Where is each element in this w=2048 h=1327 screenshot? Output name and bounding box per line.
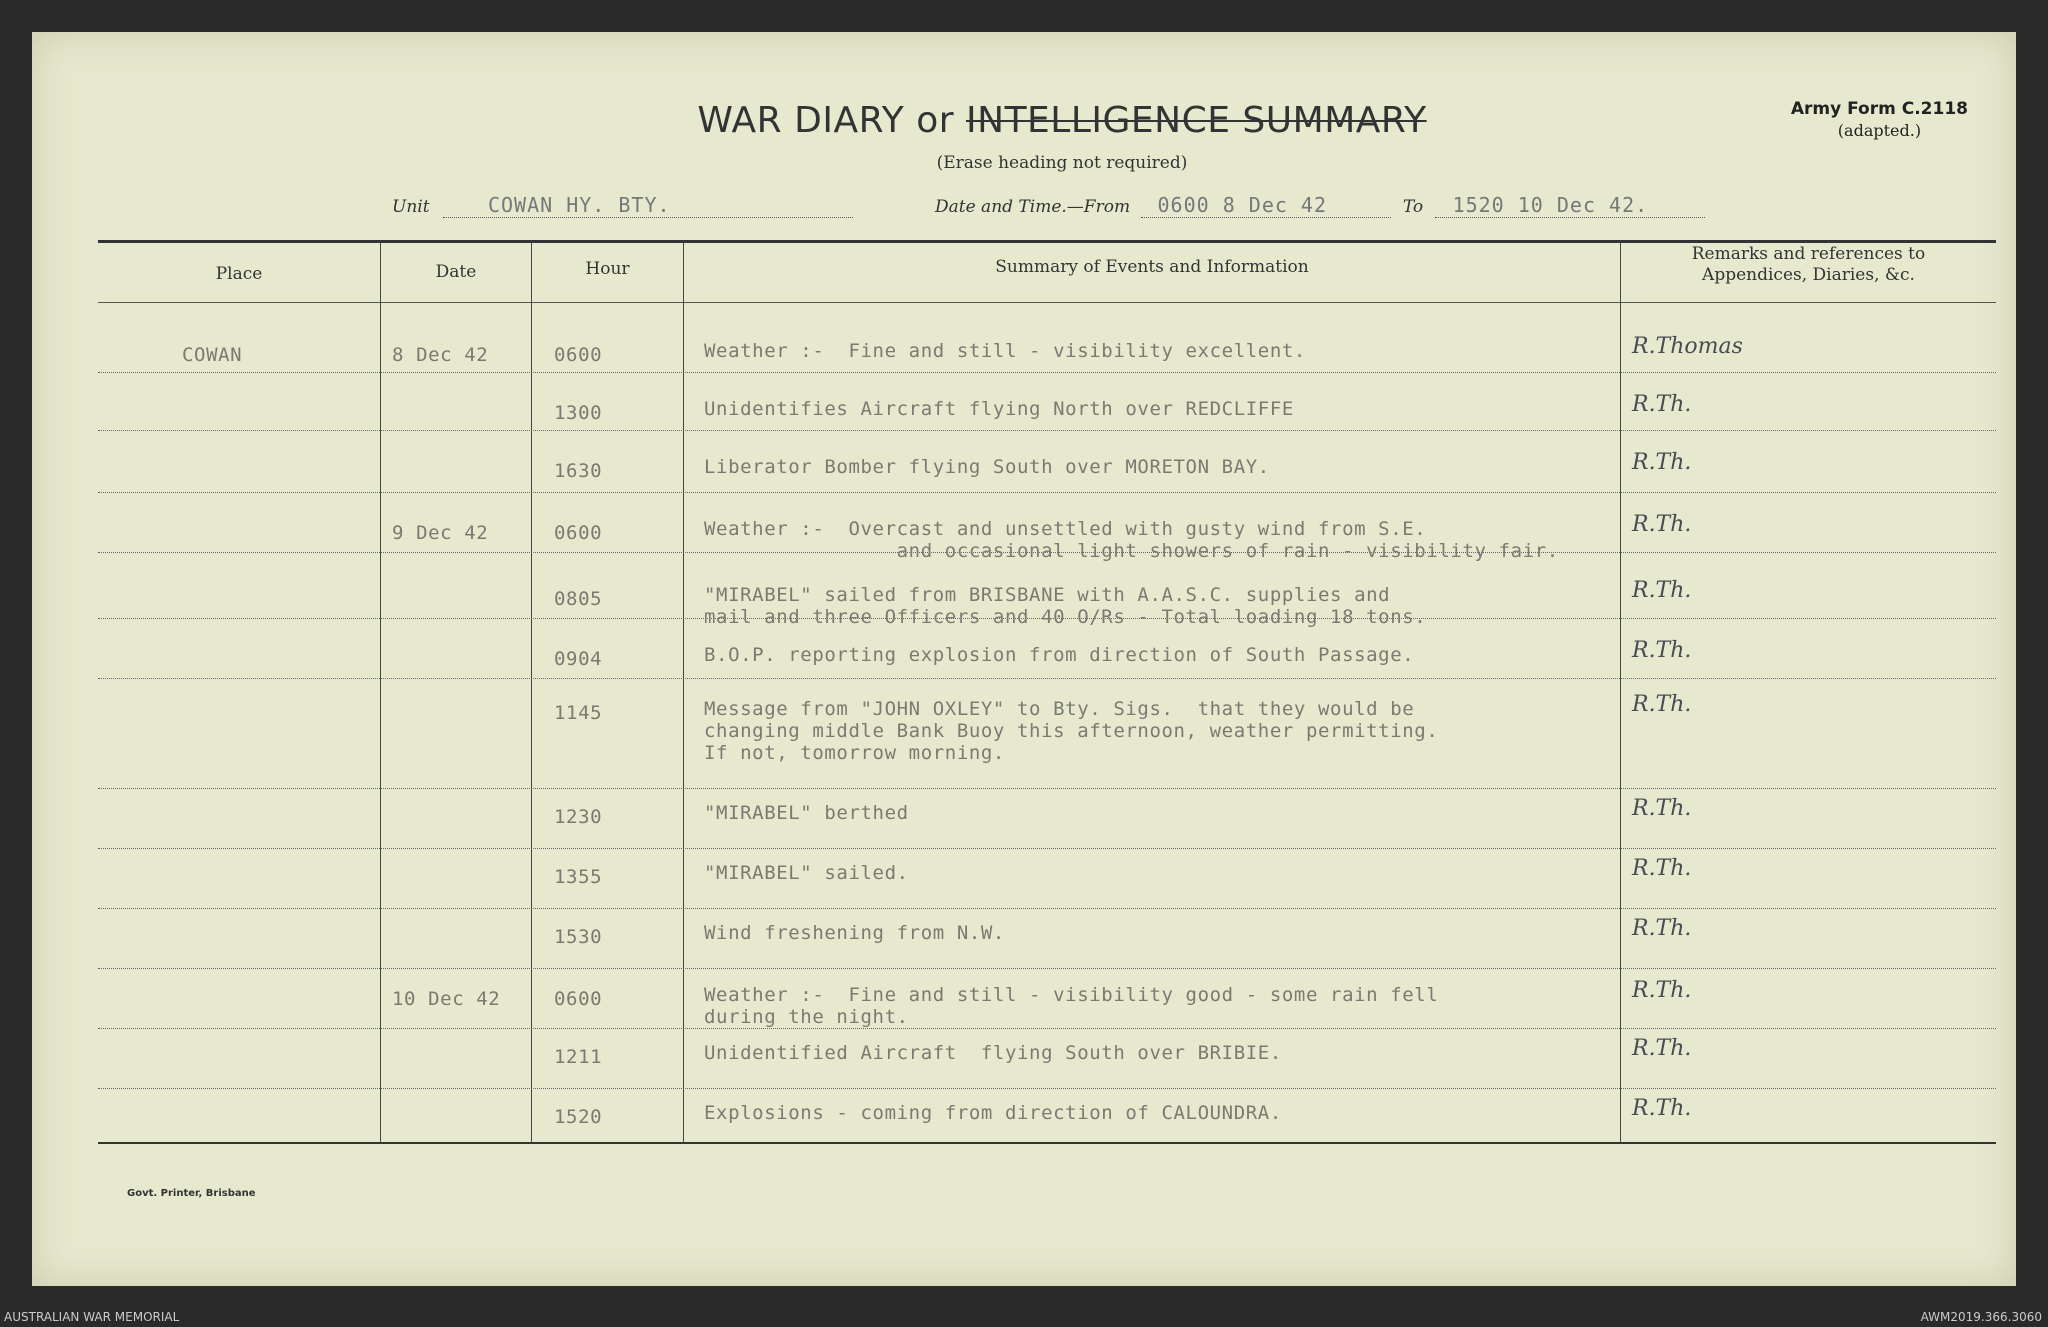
to-field — [1435, 193, 1705, 218]
row-rule — [98, 1088, 1996, 1089]
unit-value: COWAN HY. BTY. — [487, 193, 671, 217]
entry-summary-line: during the night. — [704, 1006, 909, 1028]
entry-hour: 1630 — [554, 460, 603, 482]
divider-summary-remarks — [1620, 242, 1621, 1143]
col-header-hour: Hour — [585, 259, 630, 279]
entry-initials: R.Th. — [1632, 392, 1692, 417]
entry-hour: 1145 — [554, 702, 603, 724]
entry-initials: R.Th. — [1632, 578, 1692, 603]
entry-summary-line: changing middle Bank Buoy this afternoon, weather permitting. — [704, 720, 1439, 742]
entry-hour: 1355 — [554, 866, 603, 888]
entry-place: COWAN — [182, 344, 243, 366]
row-rule — [98, 372, 1996, 373]
col-header-summary: Summary of Events and Information — [995, 257, 1309, 277]
entry-hour: 0600 — [554, 522, 603, 544]
remarks-header-line1: Remarks and references to — [1691, 244, 1926, 264]
unit-field — [443, 193, 853, 218]
title-struck-intelligence: INTELLIGENCE SUMMARY — [966, 100, 1427, 141]
divider-place-date — [380, 242, 381, 1143]
entry-hour: 0805 — [554, 588, 603, 610]
entry-date: 9 Dec 42 — [392, 522, 489, 544]
unit-label: Unit — [392, 197, 430, 217]
title-war-diary: WAR DIARY or — [697, 100, 955, 141]
entry-initials: R.Thomas — [1632, 334, 1743, 359]
date-time-line — [935, 193, 1705, 218]
table-bottom-rule — [98, 1142, 1996, 1144]
entry-initials: R.Th. — [1632, 512, 1692, 537]
row-rule — [98, 430, 1996, 431]
entry-initials: R.Th. — [1632, 1036, 1692, 1061]
entry-summary-line: Unidentifies Aircraft flying North over REDCLIFFE — [704, 398, 1294, 420]
col-header-date: Date — [435, 262, 477, 282]
entry-hour: 1211 — [554, 1046, 603, 1068]
diary-page — [32, 32, 2016, 1286]
entry-initials: R.Th. — [1632, 638, 1692, 663]
entry-hour: 0904 — [554, 648, 603, 670]
footer-right: AWM2019.366.3060 — [1920, 1310, 2042, 1324]
entry-hour: 1530 — [554, 926, 603, 948]
entry-summary-line: Liberator Bomber flying South over MORETON BAY. — [704, 456, 1270, 478]
divider-hour-summary — [683, 242, 684, 1143]
row-rule — [98, 678, 1996, 679]
entry-hour: 0600 — [554, 988, 603, 1010]
col-header-remarks — [1621, 244, 1996, 286]
entry-summary-line: "MIRABEL" berthed — [704, 802, 909, 824]
page-subtitle: (Erase heading not required) — [936, 153, 1188, 173]
entry-summary-line: Weather :- Fine and still - visibility excellent. — [704, 340, 1306, 362]
footer-left: AUSTRALIAN WAR MEMORIAL — [4, 1310, 180, 1324]
entry-summary-line: "MIRABEL" sailed from BRISBANE with A.A.S.C. supplies and — [704, 584, 1391, 606]
date-time-label: Date and Time.—From — [935, 197, 1131, 217]
to-label: To — [1402, 197, 1424, 217]
table-top-rule — [98, 240, 1996, 243]
entry-hour: 0600 — [554, 344, 603, 366]
entry-summary-line: Message from "JOHN OXLEY" to Bty. Sigs. that they would be — [704, 698, 1415, 720]
row-rule — [98, 1028, 1996, 1029]
from-value: 0600 8 Dec 42 — [1157, 193, 1328, 217]
col-header-place: Place — [215, 264, 263, 284]
to-value: 1520 10 Dec 42. — [1452, 193, 1649, 217]
entry-summary-line: and occasional light showers of rain - visibility fair. — [704, 540, 1559, 562]
entry-summary-line: Wind freshening from N.W. — [704, 922, 1005, 944]
army-form-adapted: (adapted.) — [1837, 121, 1922, 140]
row-rule — [98, 492, 1996, 493]
printer-credit: Govt. Printer, Brisbane — [127, 1188, 256, 1199]
row-rule — [98, 788, 1996, 789]
entry-summary-line: "MIRABEL" sailed. — [704, 862, 909, 884]
remarks-header-line2: Appendices, Diaries, &c. — [1702, 265, 1915, 285]
entry-initials: R.Th. — [1632, 692, 1692, 717]
page-title — [632, 100, 1492, 141]
entry-initials: R.Th. — [1632, 856, 1692, 881]
entry-initials: R.Th. — [1632, 978, 1692, 1003]
row-rule — [98, 968, 1996, 969]
entry-hour: 1520 — [554, 1106, 603, 1128]
entry-initials: R.Th. — [1632, 916, 1692, 941]
entry-date: 10 Dec 42 — [392, 988, 501, 1010]
entry-summary-line: Weather :- Fine and still - visibility good - some rain fell — [704, 984, 1439, 1006]
army-form-number: Army Form C.2118 — [1790, 99, 1968, 119]
entry-initials: R.Th. — [1632, 796, 1692, 821]
army-form-label — [1791, 99, 1968, 140]
entry-summary-line: If not, tomorrow morning. — [704, 742, 1005, 764]
entry-initials: R.Th. — [1632, 450, 1692, 475]
entry-date: 8 Dec 42 — [392, 344, 489, 366]
entry-summary-line: B.O.P. reporting explosion from direction of South Passage. — [704, 644, 1415, 666]
entry-summary-line: Unidentified Aircraft flying South over BRIBIE. — [704, 1042, 1282, 1064]
row-rule — [98, 908, 1996, 909]
entry-hour: 1230 — [554, 806, 603, 828]
entry-hour: 1300 — [554, 402, 603, 424]
row-rule — [98, 848, 1996, 849]
entry-initials: R.Th. — [1632, 1096, 1692, 1121]
entry-summary-line: Explosions - coming from direction of CALOUNDRA. — [704, 1102, 1282, 1124]
divider-date-hour — [531, 242, 532, 1143]
from-field — [1141, 193, 1391, 218]
entry-summary-line: mail and three Officers and 40 O/Rs - Total loading 18 tons. — [704, 606, 1427, 628]
unit-line — [392, 193, 853, 218]
header-rule — [98, 302, 1996, 303]
entry-summary-line: Weather :- Overcast and unsettled with gusty wind from S.E. — [704, 518, 1427, 540]
